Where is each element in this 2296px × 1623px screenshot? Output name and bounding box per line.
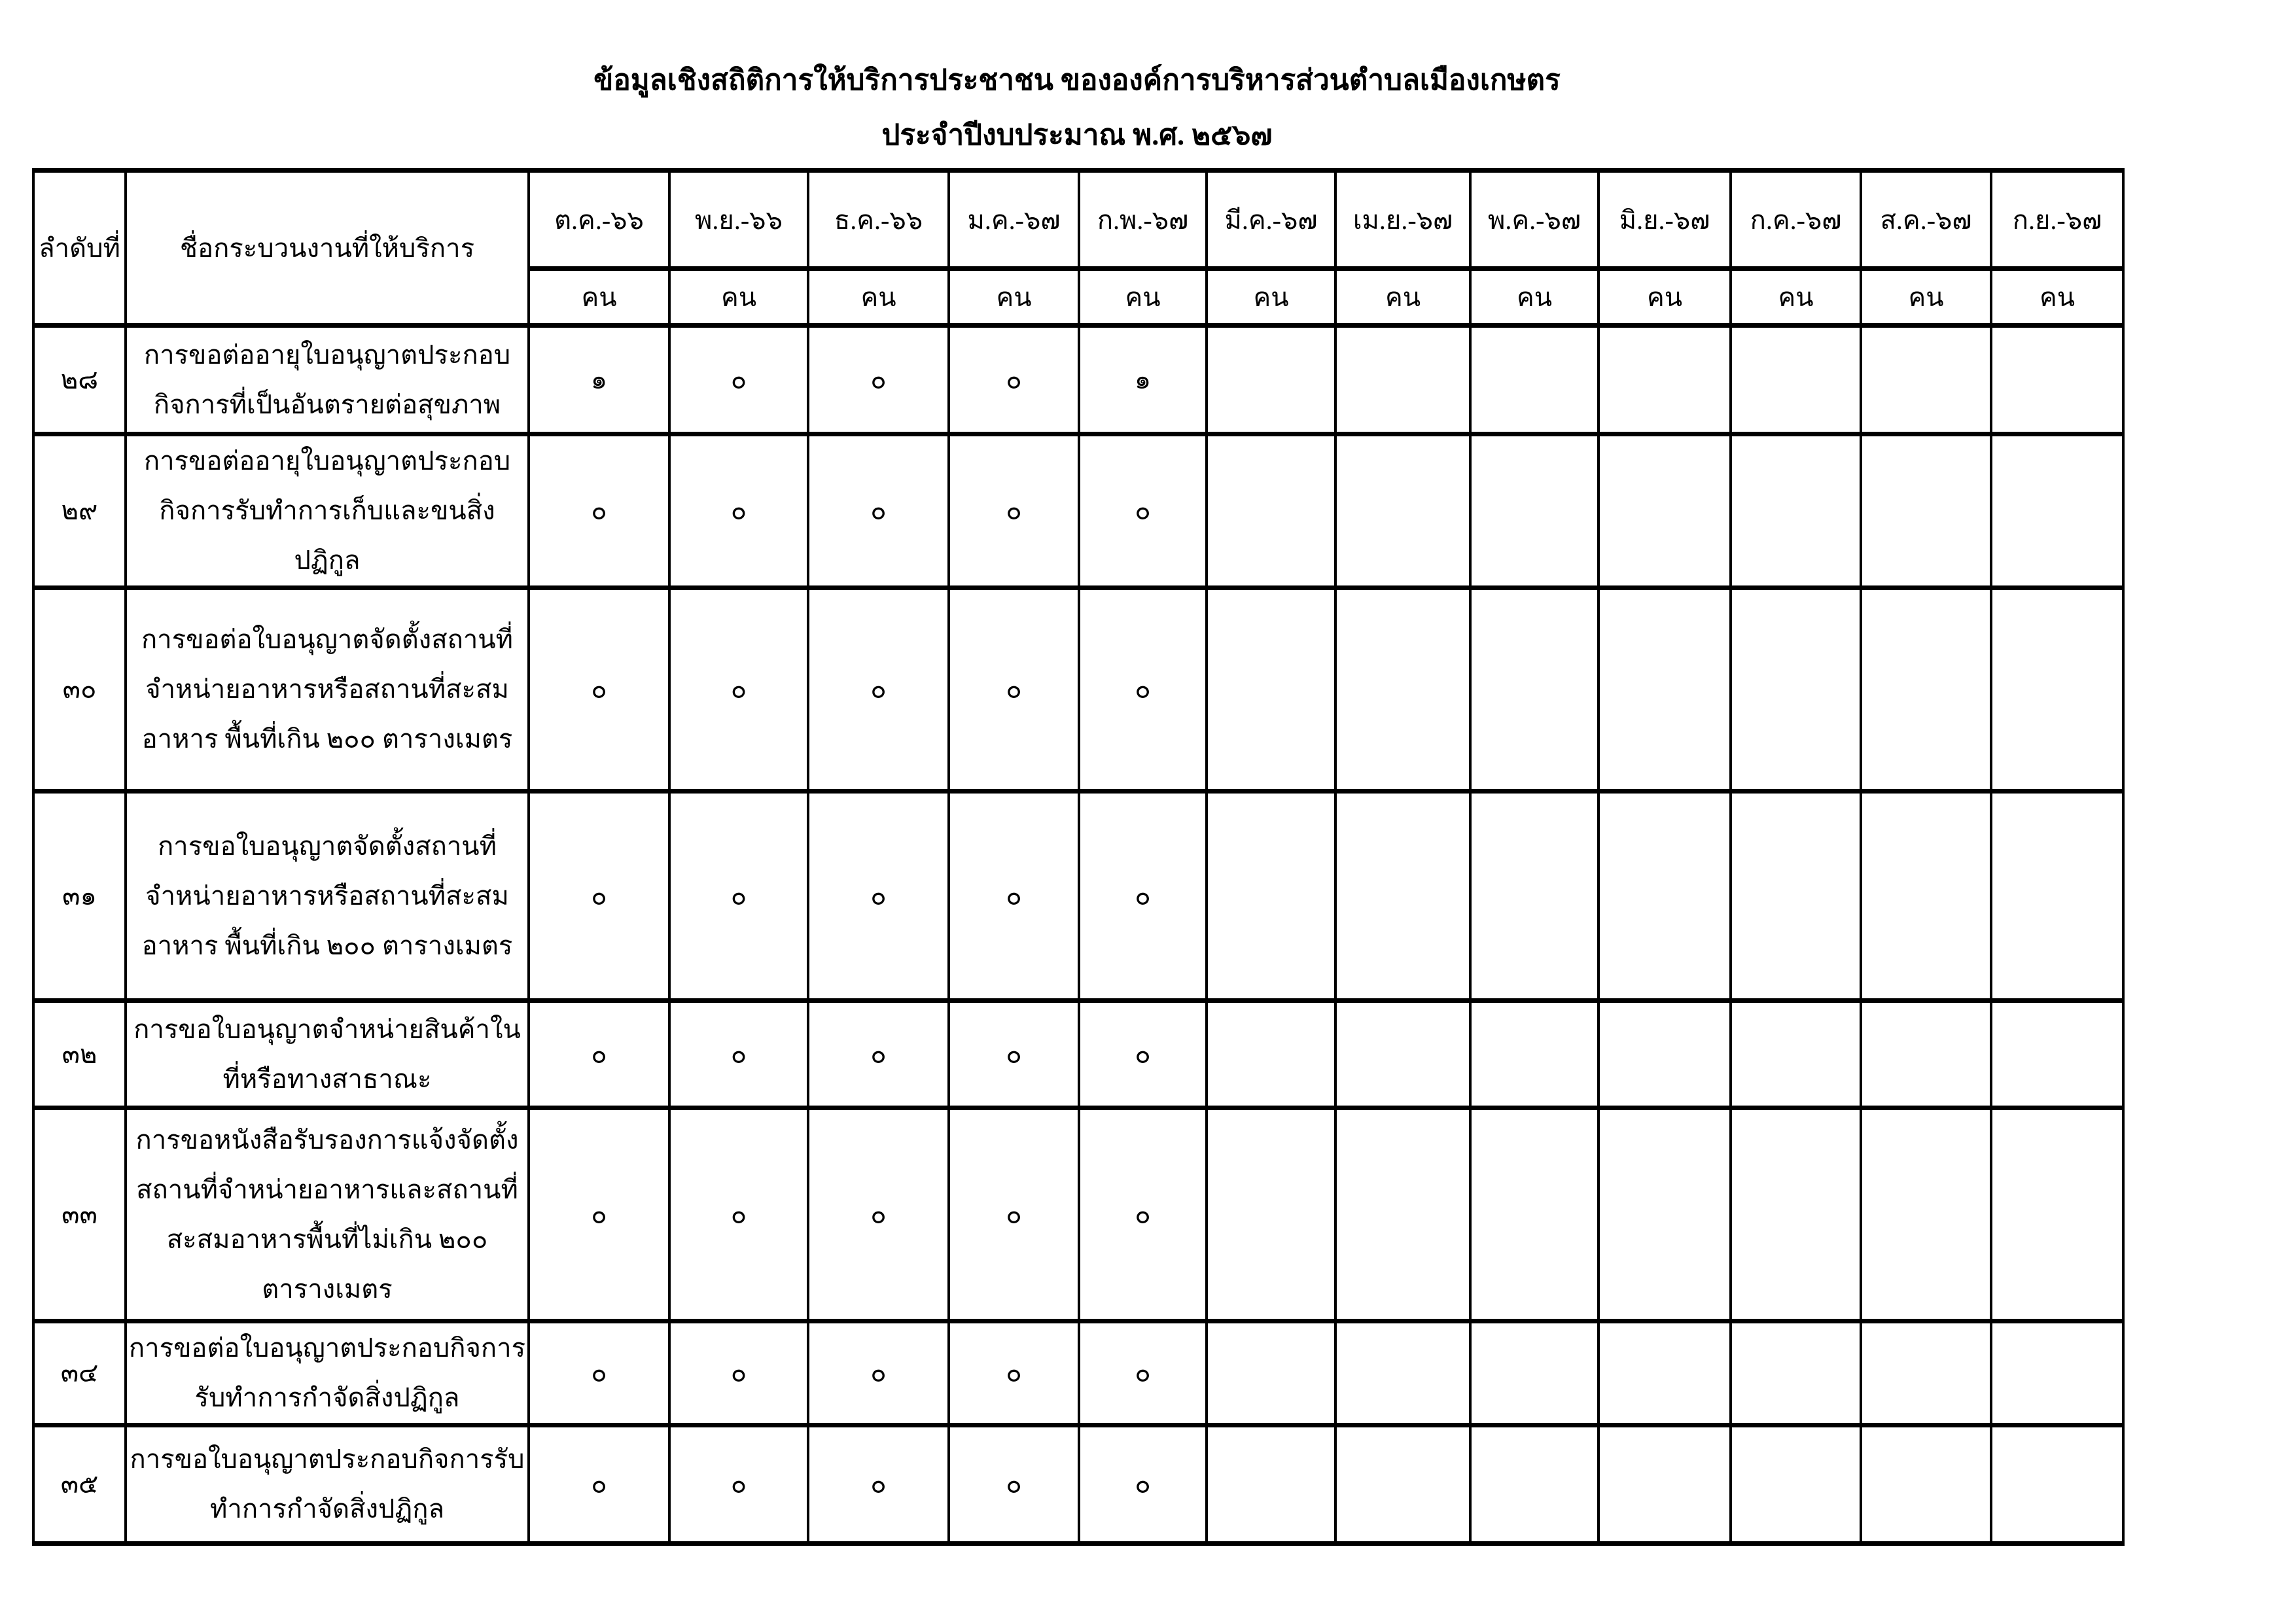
table-row	[33, 588, 2123, 792]
value-cell: ๐	[1079, 588, 1207, 792]
row-no-cell: ๓๐	[33, 588, 126, 792]
value-cell	[1598, 434, 1731, 588]
value-cell	[1470, 326, 1598, 434]
process-name-cell: การขอต่อใบอนุญาตจัดตั้งสถานที่จำหน่ายอาหารหรือสถานที่สะสมอาหาร พื้นที่เกิน ๒๐๐ ตารางเมตร	[126, 588, 529, 792]
value-cell	[1207, 434, 1335, 588]
col-header-month: ก.ค.-๖๗	[1731, 171, 1861, 269]
table-row	[33, 1321, 2123, 1425]
value-cell: ๐	[949, 588, 1079, 792]
value-cell: ๐	[669, 326, 808, 434]
row-no-cell: ๓๒	[33, 1001, 126, 1108]
value-cell	[1991, 1108, 2123, 1321]
page-subtitle: ประจำปีงบประมาณ พ.ศ. ๒๕๖๗	[881, 119, 1273, 151]
value-cell	[1731, 792, 1861, 1001]
col-header-unit: คน	[1731, 269, 1861, 326]
value-cell	[1861, 1425, 1991, 1544]
col-header-unit: คน	[808, 269, 949, 326]
value-cell	[1861, 326, 1991, 434]
col-header-unit: คน	[529, 269, 669, 326]
value-cell: ๐	[529, 792, 669, 1001]
value-cell: ๐	[808, 1108, 949, 1321]
value-cell: ๐	[529, 588, 669, 792]
process-name-cell: การขอต่ออายุใบอนุญาตประกอบกิจการรับทำการเก็บและขนสิ่งปฏิกูล	[126, 434, 529, 588]
value-cell	[1731, 326, 1861, 434]
value-cell: ๑	[529, 326, 669, 434]
value-cell	[1598, 1001, 1731, 1108]
process-name-cell: การขอต่อใบอนุญาตประกอบกิจการรับทำการกำจัดสิ่งปฏิกูล	[126, 1321, 529, 1425]
value-cell	[1598, 1425, 1731, 1544]
col-header-process-name: ชื่อกระบวนงานที่ให้บริการ	[126, 171, 529, 326]
col-header-month: มิ.ย.-๖๗	[1598, 171, 1731, 269]
value-cell: ๐	[669, 434, 808, 588]
process-name-cell: การขอใบอนุญาตจำหน่ายสินค้าในที่หรือทางสาธาณะ	[126, 1001, 529, 1108]
table-row	[33, 1425, 2123, 1544]
row-no-cell: ๓๑	[33, 792, 126, 1001]
value-cell	[1991, 792, 2123, 1001]
col-header-month: ก.พ.-๖๗	[1079, 171, 1207, 269]
value-cell	[1861, 1321, 1991, 1425]
value-cell	[1207, 1321, 1335, 1425]
value-cell	[1731, 1001, 1861, 1108]
value-cell	[1207, 1425, 1335, 1544]
col-header-unit: คน	[949, 269, 1079, 326]
value-cell: ๐	[949, 1001, 1079, 1108]
col-header-no: ลำดับที่	[33, 171, 126, 326]
value-cell: ๐	[949, 1425, 1079, 1544]
value-cell: ๐	[669, 1425, 808, 1544]
value-cell: ๐	[529, 1001, 669, 1108]
value-cell	[1335, 1425, 1470, 1544]
service-statistics-table	[32, 168, 2125, 1546]
col-header-unit: คน	[1470, 269, 1598, 326]
value-cell	[1991, 1321, 2123, 1425]
table-row	[33, 1001, 2123, 1108]
value-cell	[1335, 1321, 1470, 1425]
value-cell: ๐	[949, 792, 1079, 1001]
value-cell	[1335, 588, 1470, 792]
value-cell	[1335, 434, 1470, 588]
row-no-cell: ๒๙	[33, 434, 126, 588]
value-cell: ๐	[1079, 1001, 1207, 1108]
value-cell	[1470, 1425, 1598, 1544]
value-cell	[1861, 588, 1991, 792]
value-cell	[1598, 1321, 1731, 1425]
value-cell	[1598, 326, 1731, 434]
value-cell: ๐	[808, 792, 949, 1001]
value-cell	[1470, 1321, 1598, 1425]
row-no-cell: ๓๕	[33, 1425, 126, 1544]
col-header-month: ส.ค.-๖๗	[1861, 171, 1991, 269]
value-cell: ๐	[669, 792, 808, 1001]
document-header	[32, 63, 2122, 153]
value-cell	[1207, 1108, 1335, 1321]
value-cell: ๐	[808, 588, 949, 792]
process-name-cell: การขอใบอนุญาตจัดตั้งสถานที่จำหน่ายอาหารหรือสถานที่สะสมอาหาร พื้นที่เกิน ๒๐๐ ตารางเมตร	[126, 792, 529, 1001]
table-row	[33, 1108, 2123, 1321]
value-cell	[1861, 1001, 1991, 1108]
value-cell	[1731, 434, 1861, 588]
value-cell	[1470, 1108, 1598, 1321]
col-header-unit: คน	[1079, 269, 1207, 326]
process-name-cell: การขอหนังสือรับรองการแจ้งจัดตั้งสถานที่จำหน่ายอาหารและสถานที่สะสมอาหารพื้นที่ไม่เกิน ๒๐๐ ตารางเมตร	[126, 1108, 529, 1321]
table-row	[33, 326, 2123, 434]
value-cell	[1731, 588, 1861, 792]
col-header-unit: คน	[669, 269, 808, 326]
row-no-cell: ๒๘	[33, 326, 126, 434]
page-title: ข้อมูลเชิงสถิติการให้บริการประชาชน ขององค์การบริหารส่วนตำบลเมืองเกษตร	[593, 64, 1561, 96]
value-cell	[1861, 1108, 1991, 1321]
col-header-month: ธ.ค.-๖๖	[808, 171, 949, 269]
value-cell: ๐	[1079, 1321, 1207, 1425]
col-header-unit: คน	[1991, 269, 2123, 326]
value-cell	[1470, 1001, 1598, 1108]
value-cell: ๐	[669, 588, 808, 792]
value-cell	[1335, 1001, 1470, 1108]
col-header-month: พ.ค.-๖๗	[1470, 171, 1598, 269]
value-cell: ๐	[949, 1321, 1079, 1425]
process-name-cell: การขอต่ออายุใบอนุญาตประกอบกิจการที่เป็นอันตรายต่อสุขภาพ	[126, 326, 529, 434]
value-cell: ๐	[669, 1001, 808, 1108]
value-cell: ๐	[808, 1001, 949, 1108]
value-cell	[1991, 326, 2123, 434]
col-header-unit: คน	[1598, 269, 1731, 326]
value-cell	[1991, 434, 2123, 588]
value-cell: ๐	[669, 1321, 808, 1425]
value-cell	[1731, 1425, 1861, 1544]
value-cell: ๐	[529, 1425, 669, 1544]
col-header-month: ต.ค.-๖๖	[529, 171, 669, 269]
table-row	[33, 792, 2123, 1001]
value-cell: ๐	[949, 1108, 1079, 1321]
value-cell: ๐	[529, 1108, 669, 1321]
value-cell	[1207, 588, 1335, 792]
col-header-month: พ.ย.-๖๖	[669, 171, 808, 269]
value-cell: ๐	[808, 1425, 949, 1544]
value-cell	[1335, 792, 1470, 1001]
value-cell	[1861, 434, 1991, 588]
value-cell	[1731, 1108, 1861, 1321]
value-cell	[1470, 792, 1598, 1001]
col-header-unit: คน	[1207, 269, 1335, 326]
row-no-cell: ๓๓	[33, 1108, 126, 1321]
header-row-months	[33, 171, 2123, 269]
col-header-month: ม.ค.-๖๗	[949, 171, 1079, 269]
value-cell	[1470, 588, 1598, 792]
value-cell: ๐	[1079, 1425, 1207, 1544]
value-cell: ๐	[1079, 792, 1207, 1001]
value-cell: ๐	[808, 326, 949, 434]
table-body	[33, 326, 2123, 1544]
value-cell: ๐	[949, 434, 1079, 588]
value-cell	[1991, 588, 2123, 792]
value-cell	[1598, 588, 1731, 792]
value-cell	[1335, 326, 1470, 434]
value-cell: ๐	[949, 326, 1079, 434]
value-cell: ๑	[1079, 326, 1207, 434]
value-cell: ๐	[669, 1108, 808, 1321]
col-header-month: ก.ย.-๖๗	[1991, 171, 2123, 269]
value-cell: ๐	[1079, 434, 1207, 588]
value-cell: ๐	[808, 434, 949, 588]
value-cell	[1598, 792, 1731, 1001]
col-header-month: มี.ค.-๖๗	[1207, 171, 1335, 269]
value-cell	[1207, 326, 1335, 434]
process-name-cell: การขอใบอนุญาตประกอบกิจการรับทำการกำจัดสิ่งปฏิกูล	[126, 1425, 529, 1544]
col-header-month: เม.ย.-๖๗	[1335, 171, 1470, 269]
value-cell: ๐	[529, 434, 669, 588]
value-cell	[1731, 1321, 1861, 1425]
value-cell	[1598, 1108, 1731, 1321]
value-cell: ๐	[529, 1321, 669, 1425]
value-cell	[1991, 1001, 2123, 1108]
value-cell	[1991, 1425, 2123, 1544]
row-no-cell: ๓๔	[33, 1321, 126, 1425]
col-header-unit: คน	[1335, 269, 1470, 326]
table-row	[33, 434, 2123, 588]
value-cell	[1207, 792, 1335, 1001]
value-cell: ๐	[1079, 1108, 1207, 1321]
value-cell: ๐	[808, 1321, 949, 1425]
value-cell	[1470, 434, 1598, 588]
col-header-unit: คน	[1861, 269, 1991, 326]
table-head	[33, 171, 2123, 326]
value-cell	[1335, 1108, 1470, 1321]
value-cell	[1207, 1001, 1335, 1108]
value-cell	[1861, 792, 1991, 1001]
